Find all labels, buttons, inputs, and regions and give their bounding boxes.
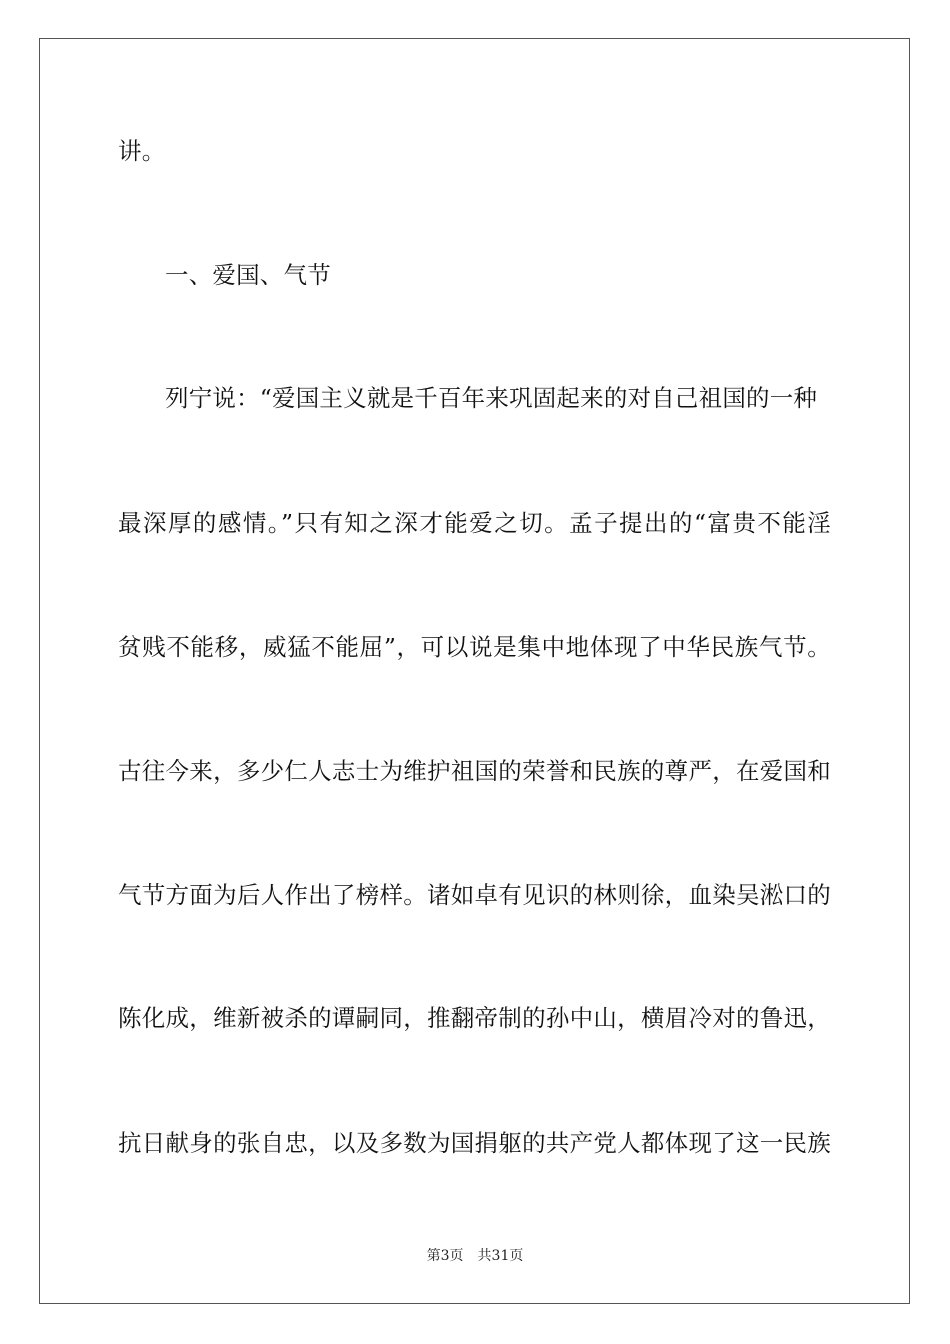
text-line-6: 古往今来，多少仁人志士为维护祖国的荣誉和民族的尊严，在爱国和 xyxy=(118,757,831,785)
page-border xyxy=(39,38,910,1304)
text-line-7: 气节方面为后人作出了榜样。诸如卓有见识的林则徐，血染吴淞口的 xyxy=(118,881,831,909)
text-line-3: 列宁说：“爱国主义就是千百年来巩固起来的对自己祖国的一种 xyxy=(165,384,818,412)
text-line-1: 讲。 xyxy=(118,137,166,165)
text-line-9: 抗日献身的张自忠，以及多数为国捐躯的共产党人都体现了这一民族 xyxy=(118,1129,831,1157)
text-line-8: 陈化成，维新被杀的谭嗣同，推翻帝制的孙中山，横眉冷对的鲁迅， xyxy=(118,1004,831,1032)
page-total: 共31页 xyxy=(477,1248,524,1264)
text-line-4: 最深厚的感情。”只有知之深才能爱之切。孟子提出的“富贵不能淫 xyxy=(118,509,831,537)
text-line-5: 贫贱不能移，威猛不能屈”，可以说是集中地体现了中华民族气节。 xyxy=(118,633,831,661)
page-number: 第3页 xyxy=(426,1248,464,1264)
page-footer xyxy=(0,1247,950,1265)
section-heading: 一、爱国、气节 xyxy=(165,261,331,289)
